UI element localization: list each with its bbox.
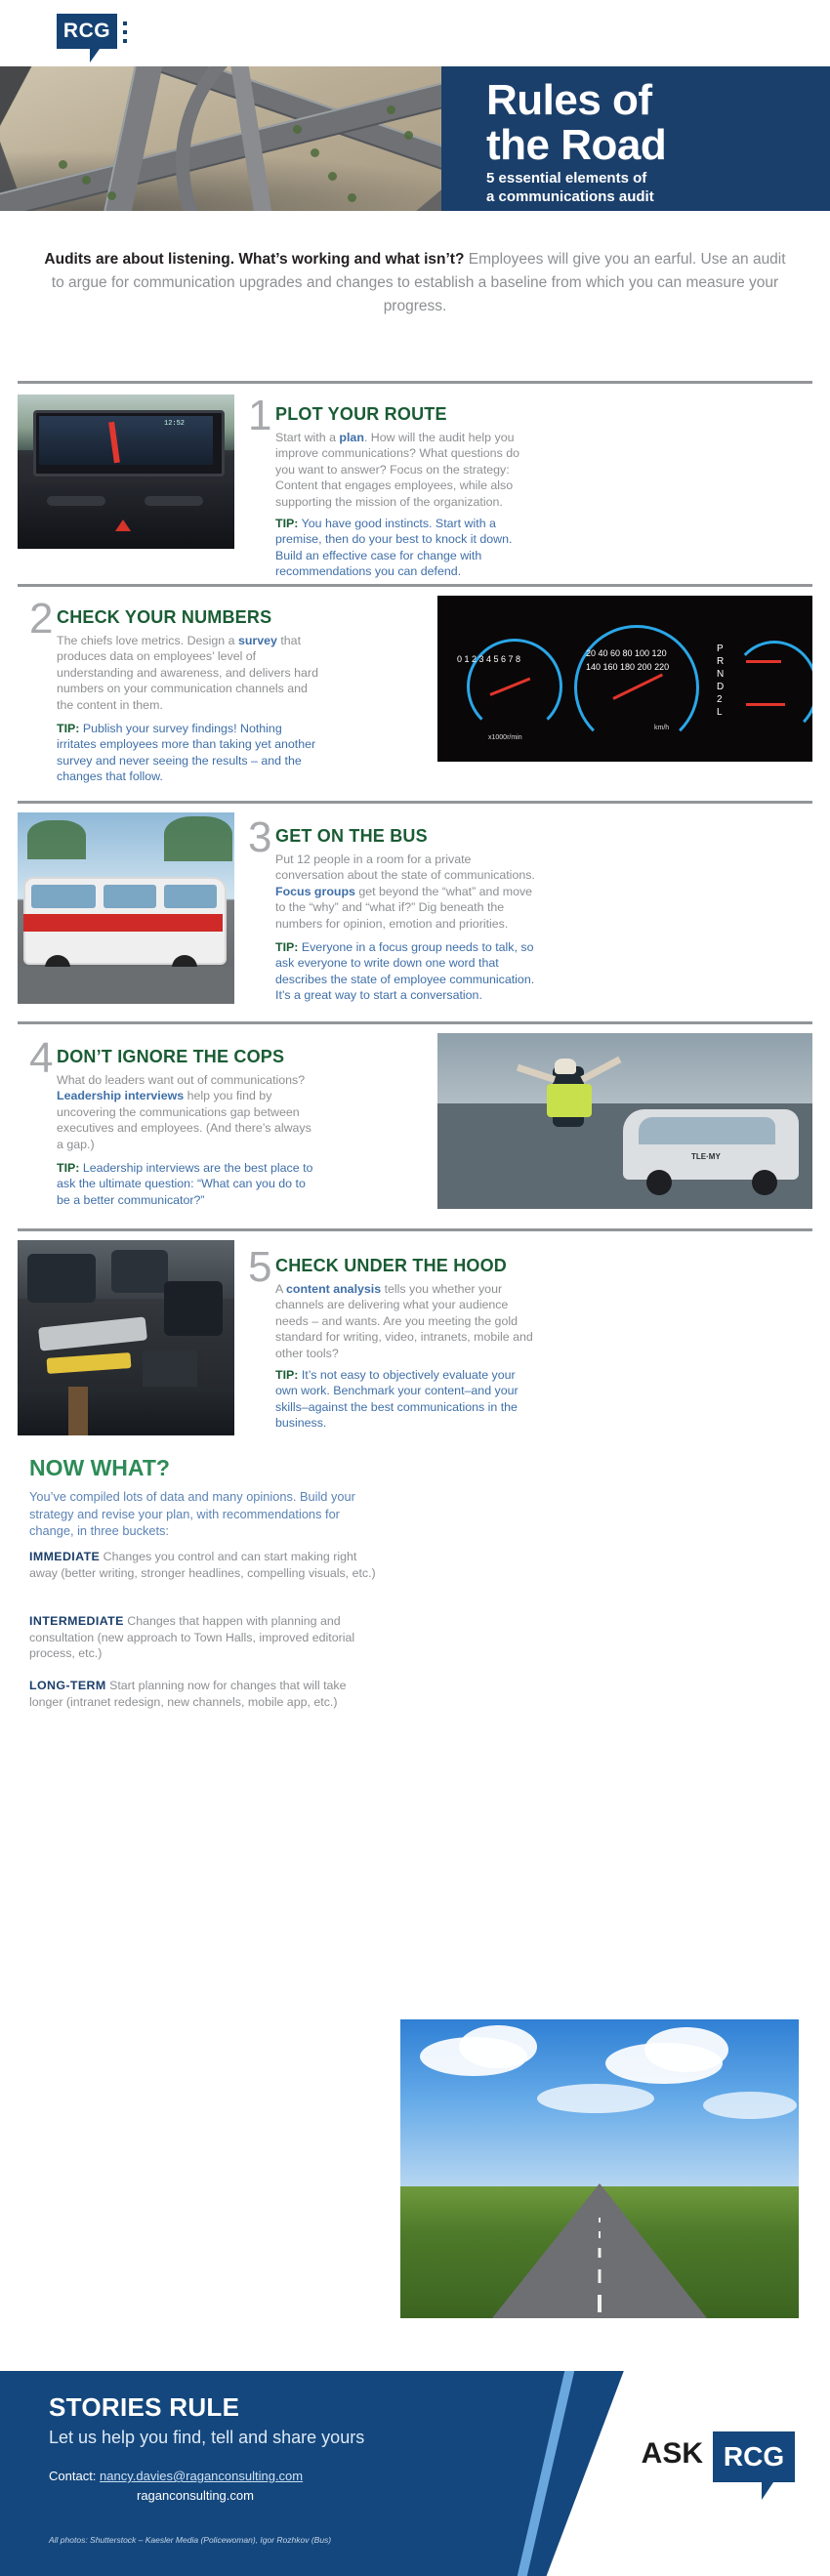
- step-1-title: PLOT YOUR ROUTE: [275, 404, 447, 424]
- intro-rest: Employees will give you an earful. Use an audit to argue for communication upgrades and changes to establish a baseline from which you can measure your progress.: [51, 250, 786, 314]
- hero-banner: [0, 66, 830, 211]
- step-1-body-keyword: plan: [339, 431, 364, 444]
- step-1-tip: [275, 516, 537, 580]
- divider-3: [18, 801, 812, 804]
- divider-5: [18, 1228, 812, 1231]
- step-2-body-keyword: survey: [237, 634, 277, 647]
- step-5-number: 5: [248, 1243, 272, 1291]
- step-5-photo: [18, 1240, 234, 1435]
- step-2-body-post: that produces data on employees’ level of understanding and awareness, and delivers hard numbers on your communication channels and the content in them.: [57, 634, 318, 712]
- step-4-photo: TLE·MY: [437, 1033, 812, 1209]
- step-4-tip-text: Leadership interviews are the best place to ask the ultimate question: “What can you do to be a better communicator?”: [57, 1161, 313, 1207]
- step-5-title: CHECK UNDER THE HOOD: [275, 1256, 508, 1275]
- ask-logo-box: [713, 2431, 795, 2482]
- footer-tagline: Let us help you find, tell and share yours: [49, 2428, 365, 2447]
- step-4-body: [57, 1072, 318, 1152]
- step-2-title: CHECK YOUR NUMBERS: [57, 607, 272, 627]
- divider-4: [18, 1021, 812, 1024]
- step-3-body: [275, 852, 537, 932]
- step-2-body: [57, 633, 318, 713]
- step-4-body-pre: What do leaders want out of communications?: [57, 1073, 306, 1087]
- step-2-tip-label: TIP:: [57, 722, 80, 735]
- step-2-tip-text: Publish your survey findings! Nothing irritates employees more than taking yet another survey and never seeing the results – and the changes that follow.: [57, 722, 316, 784]
- step-3-tip-text: Everyone in a focus group needs to talk, so ask everyone to write down one word that describes the state of employee communication. It’s a great way to start a conversation.: [275, 940, 535, 1003]
- now-what-title: NOW WHAT?: [29, 1455, 170, 1480]
- step-3-body-keyword: Focus groups: [275, 884, 355, 898]
- step-1-photo: 12:52: [18, 395, 234, 549]
- footer-headline: STORIES RULE: [49, 2392, 240, 2422]
- step-5-body: [275, 1281, 537, 1361]
- step-5-body-pre: A: [275, 1282, 287, 1296]
- hero-title-block: [441, 66, 830, 211]
- step-4-title: DON’T IGNORE THE COPS: [57, 1047, 285, 1066]
- step-1-tip-text: You have good instincts. Start with a premise, then do your best to knock it down. Build an effective case for change with recommendations you can defend.: [275, 517, 513, 579]
- page-subtitle: 5 essential elements of a communications audit: [486, 170, 654, 205]
- bucket-immediate-text: Changes you control and can start making right away (better writing, stronger headlines, compelling visuals, etc.): [29, 1550, 376, 1580]
- step-3-body-pre: Put 12 people in a room for a private conversation about the state of communications.: [275, 852, 535, 883]
- step-2-photo: 0 1 2 3 4 5 6 7 8 x1000r/min 20 40 60 80 100 120 140 160 180 200 220 km/h P R N D 2 L: [437, 596, 812, 762]
- divider-1: [18, 381, 812, 384]
- logo-box: [57, 14, 117, 49]
- step-4-tip: [57, 1160, 318, 1208]
- bucket-immediate-label: IMMEDIATE: [29, 1550, 101, 1563]
- now-what-lead: You’ve compiled lots of data and many opinions. Build your strategy and revise your plan, with recommendations for change, in three buckets:: [29, 1489, 355, 1538]
- step-3-body-post: get beyond the “what” and move to the “why” and “what if?” Dig beneath the numbers for opinion, emotion and priorities.: [275, 884, 533, 931]
- step-5-tip-text: It’s not easy to objectively evaluate your own work. Benchmark your content–and your skills–against the best communications in the business.: [275, 1368, 519, 1431]
- divider-2: [18, 584, 812, 587]
- hero-highway-photo: [0, 66, 441, 211]
- page-title: Rules of the Road: [486, 76, 667, 169]
- step-4-number: 4: [29, 1034, 54, 1082]
- speech-bubble-tail-icon: [762, 2482, 773, 2500]
- footer-email-link[interactable]: nancy.davies@raganconsulting.com: [100, 2469, 304, 2483]
- step-2-number: 2: [29, 595, 54, 643]
- step-4-body-post: help you find by uncovering the communications gap between executives and employees. (And there’s always a gap.): [57, 1089, 311, 1151]
- bucket-long-term-text: Start planning now for changes that will take longer (intranet redesign, new channels, mobile app, etc.): [29, 1679, 347, 1709]
- speech-bubble-tail-icon: [90, 49, 100, 62]
- bucket-immediate: [29, 1549, 381, 1581]
- step-5-tip-label: TIP:: [275, 1368, 299, 1382]
- step-3-title: GET ON THE BUS: [275, 826, 428, 846]
- intro-paragraph: [39, 248, 791, 318]
- step-1-tip-label: TIP:: [275, 517, 299, 530]
- step-5-body-keyword: content analysis: [286, 1282, 382, 1296]
- logo-dots-icon: [123, 21, 129, 43]
- step-3-number: 3: [248, 813, 272, 861]
- step-5-body-post: tells you whether your channels are delivering what your audience needs – and wants. Are you meeting the gold standard for writing, video, intranets, mobile and other tools?: [275, 1282, 533, 1360]
- step-5-tip: [275, 1367, 537, 1432]
- ask-rcg-logo[interactable]: [642, 2431, 795, 2482]
- step-1-body: [275, 430, 537, 510]
- bucket-intermediate: [29, 1613, 381, 1662]
- bucket-intermediate-label: INTERMEDIATE: [29, 1614, 124, 1628]
- step-2-tip: [57, 721, 318, 785]
- footer-banner: [0, 2371, 830, 2576]
- intro-bold: Audits are about listening. What’s working and what isn’t?: [44, 250, 465, 268]
- bucket-long-term-label: LONG-TERM: [29, 1679, 106, 1692]
- step-1-number: 1: [248, 392, 272, 439]
- step-3-photo: [18, 812, 234, 1004]
- bucket-intermediate-text: Changes that happen with planning and consultation (new approach to Town Halls, improved editorial process, etc.): [29, 1614, 355, 1661]
- step-4-body-keyword: Leadership interviews: [57, 1089, 185, 1103]
- footer-photo-credit: All photos: Shutterstock – Kaesler Media (Policewoman), Igor Rozhkov (Bus): [49, 2535, 332, 2545]
- step-1-body-pre: Start with a: [275, 431, 340, 444]
- rcg-logo[interactable]: [57, 14, 203, 59]
- step-2-body-pre: The chiefs love metrics. Design a: [57, 634, 238, 647]
- logo-text: RCG: [62, 20, 111, 42]
- ask-word: ASK: [641, 2437, 703, 2470]
- step-1-body-post: . How will the audit help you improve communications? What questions do you want to answer? Focus on the strategy: Content that engages employees, while also supporting the mission of the organization.: [275, 431, 519, 509]
- step-3-tip: [275, 939, 537, 1004]
- step-3-tip-label: TIP:: [275, 940, 299, 954]
- ask-logo-text: RCG: [723, 2441, 785, 2472]
- footer-contact-label: Contact:: [49, 2469, 97, 2483]
- bucket-long-term: [29, 1678, 381, 1710]
- step-4-tip-label: TIP:: [57, 1161, 80, 1175]
- now-what-photo: [400, 2019, 799, 2318]
- footer-website[interactable]: raganconsulting.com: [137, 2488, 254, 2503]
- footer-contact: [49, 2469, 303, 2483]
